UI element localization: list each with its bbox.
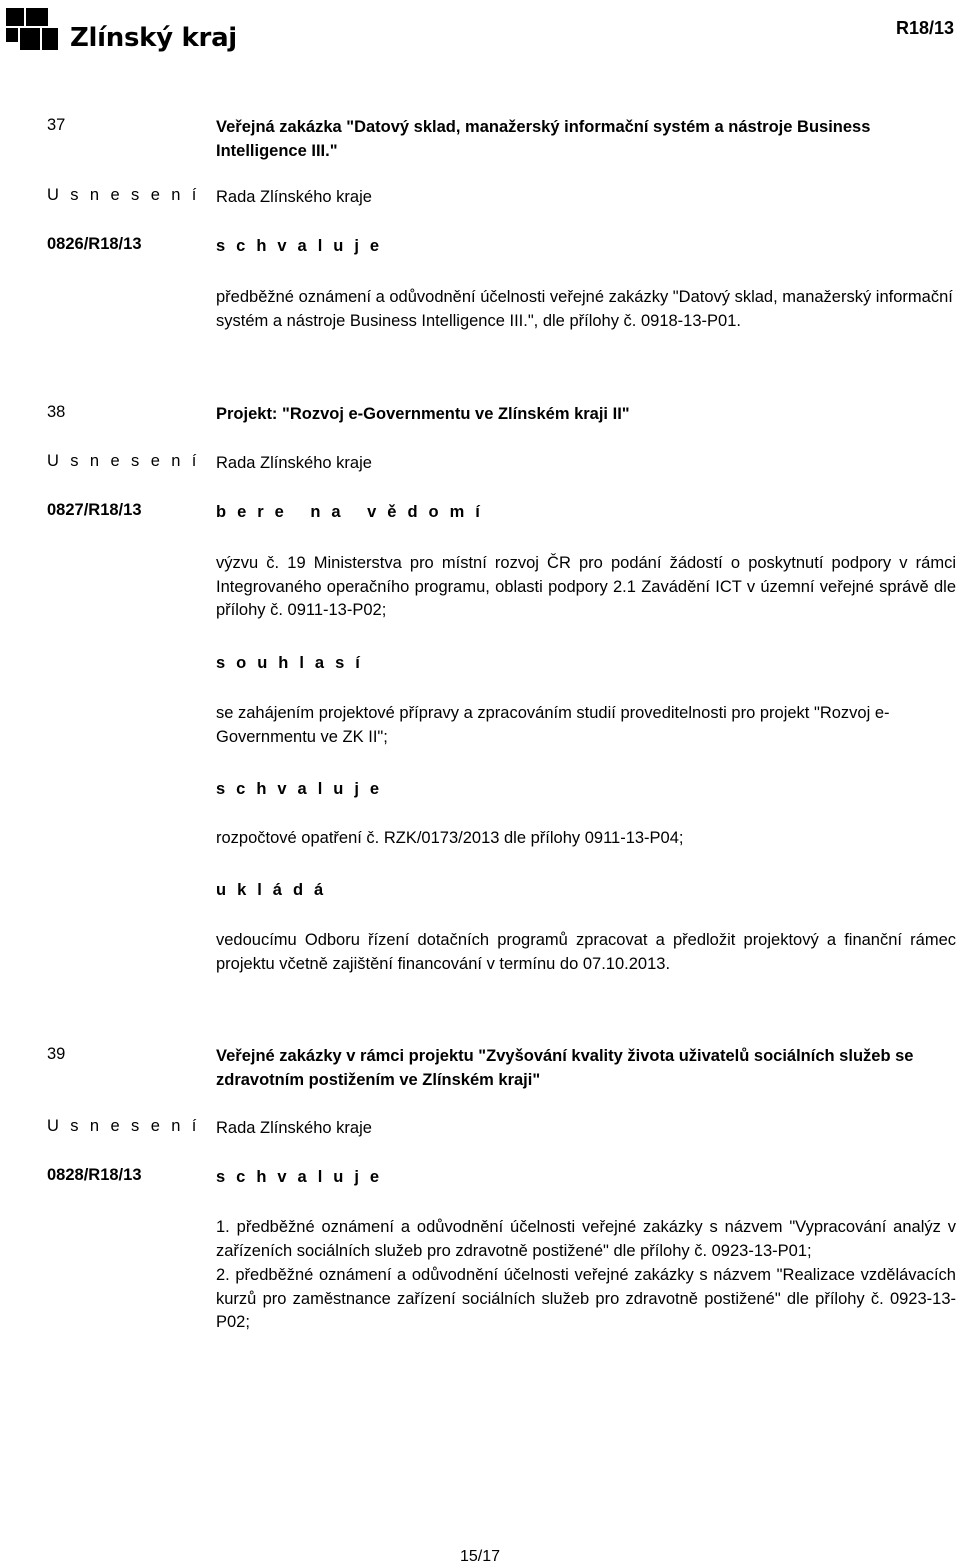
- item-title: Veřejné zakázky v rámci projektu "Zvyšování kvality života uživatelů sociálních služeb se zdravotním postižením ve Zlínském kraji": [216, 1047, 914, 1089]
- item-title: Veřejná zakázka "Datový sklad, manažerský informační systém a nástroje Business Intelligence III.": [216, 118, 871, 160]
- usneseni-label: U s n e s e n í: [47, 452, 200, 470]
- resolution-text-3: rozpočtové opatření č. RZK/0173/2013 dle přílohy 0911-13-P04;: [216, 829, 684, 847]
- resolution-id: 0827/R18/13: [47, 501, 142, 519]
- resolution-verb: b e r e n a v ě d o m í: [216, 503, 484, 521]
- resolution-verb-4: u k l á d á: [216, 881, 327, 899]
- item-number: 39: [47, 1045, 66, 1063]
- document-code: R18/13: [895, 18, 954, 38]
- resolution-id: 0828/R18/13: [47, 1166, 142, 1184]
- council-name: Rada Zlínského kraje: [216, 1119, 372, 1137]
- resolution-verb-3: s c h v a l u j e: [216, 780, 383, 798]
- usneseni-label: U s n e s e n í: [47, 1117, 200, 1135]
- resolution-verb-2: s o u h l a s í: [216, 654, 364, 672]
- zlinsky-kraj-logo-icon: [6, 8, 58, 52]
- resolution-text-2: se zahájením projektové přípravy a zpracováním studií proveditelnosti pro projekt "Rozvoj e-Governmentu ve ZK II";: [216, 704, 890, 746]
- resolution-verb: s c h v a l u j e: [216, 237, 383, 255]
- resolution-verb: s c h v a l u j e: [216, 1168, 383, 1186]
- page-number: 15/17: [459, 1548, 501, 1565]
- resolution-id: 0826/R18/13: [47, 235, 142, 253]
- item-number: 37: [47, 116, 66, 134]
- council-name: Rada Zlínského kraje: [216, 454, 372, 472]
- council-name: Rada Zlínského kraje: [216, 188, 372, 206]
- item-number: 38: [47, 403, 66, 421]
- resolution-text-b: 2. předběžné oznámení a odůvodnění účelnosti veřejné zakázky s názvem "Realizace vzdělávacích kurzů pro zaměstnance zařízení sociálních služeb pro zdravotně postižené" dle přílohy č. 0923-13-P02;: [216, 1266, 956, 1331]
- logo-text: Zlínský kraj: [70, 23, 237, 53]
- resolution-text: výzvu č. 19 Ministerstva pro místní rozvoj ČR pro podání žádostí o poskytnutí podpory v rámci Integrovaného operačního programu, oblasti podpory 2.1 Zavádění ICT v územní veřejné správě dle přílohy č. 0911-13-P02;: [216, 554, 956, 619]
- resolution-text: předběžné oznámení a odůvodnění účelnosti veřejné zakázky "Datový sklad, manažerský informační systém a nástroje Business Intelligence III.", dle přílohy č. 0918-13-P01.: [216, 288, 953, 330]
- resolution-text: 1. předběžné oznámení a odůvodnění účelnosti veřejné zakázky s názvem "Vypracování analýz v zařízeních sociálních služeb pro zdravotně postižené" dle přílohy č. 0923-13-P01;: [216, 1218, 956, 1260]
- usneseni-label: U s n e s e n í: [47, 186, 200, 204]
- item-title: Projekt: "Rozvoj e-Governmentu ve Zlínském kraji II": [216, 405, 630, 423]
- resolution-text-4: vedoucímu Odboru řízení dotačních programů zpracovat a předložit projektový a finanční rámec projektu včetně zajištění financování v termínu do 07.10.2013.: [216, 931, 956, 973]
